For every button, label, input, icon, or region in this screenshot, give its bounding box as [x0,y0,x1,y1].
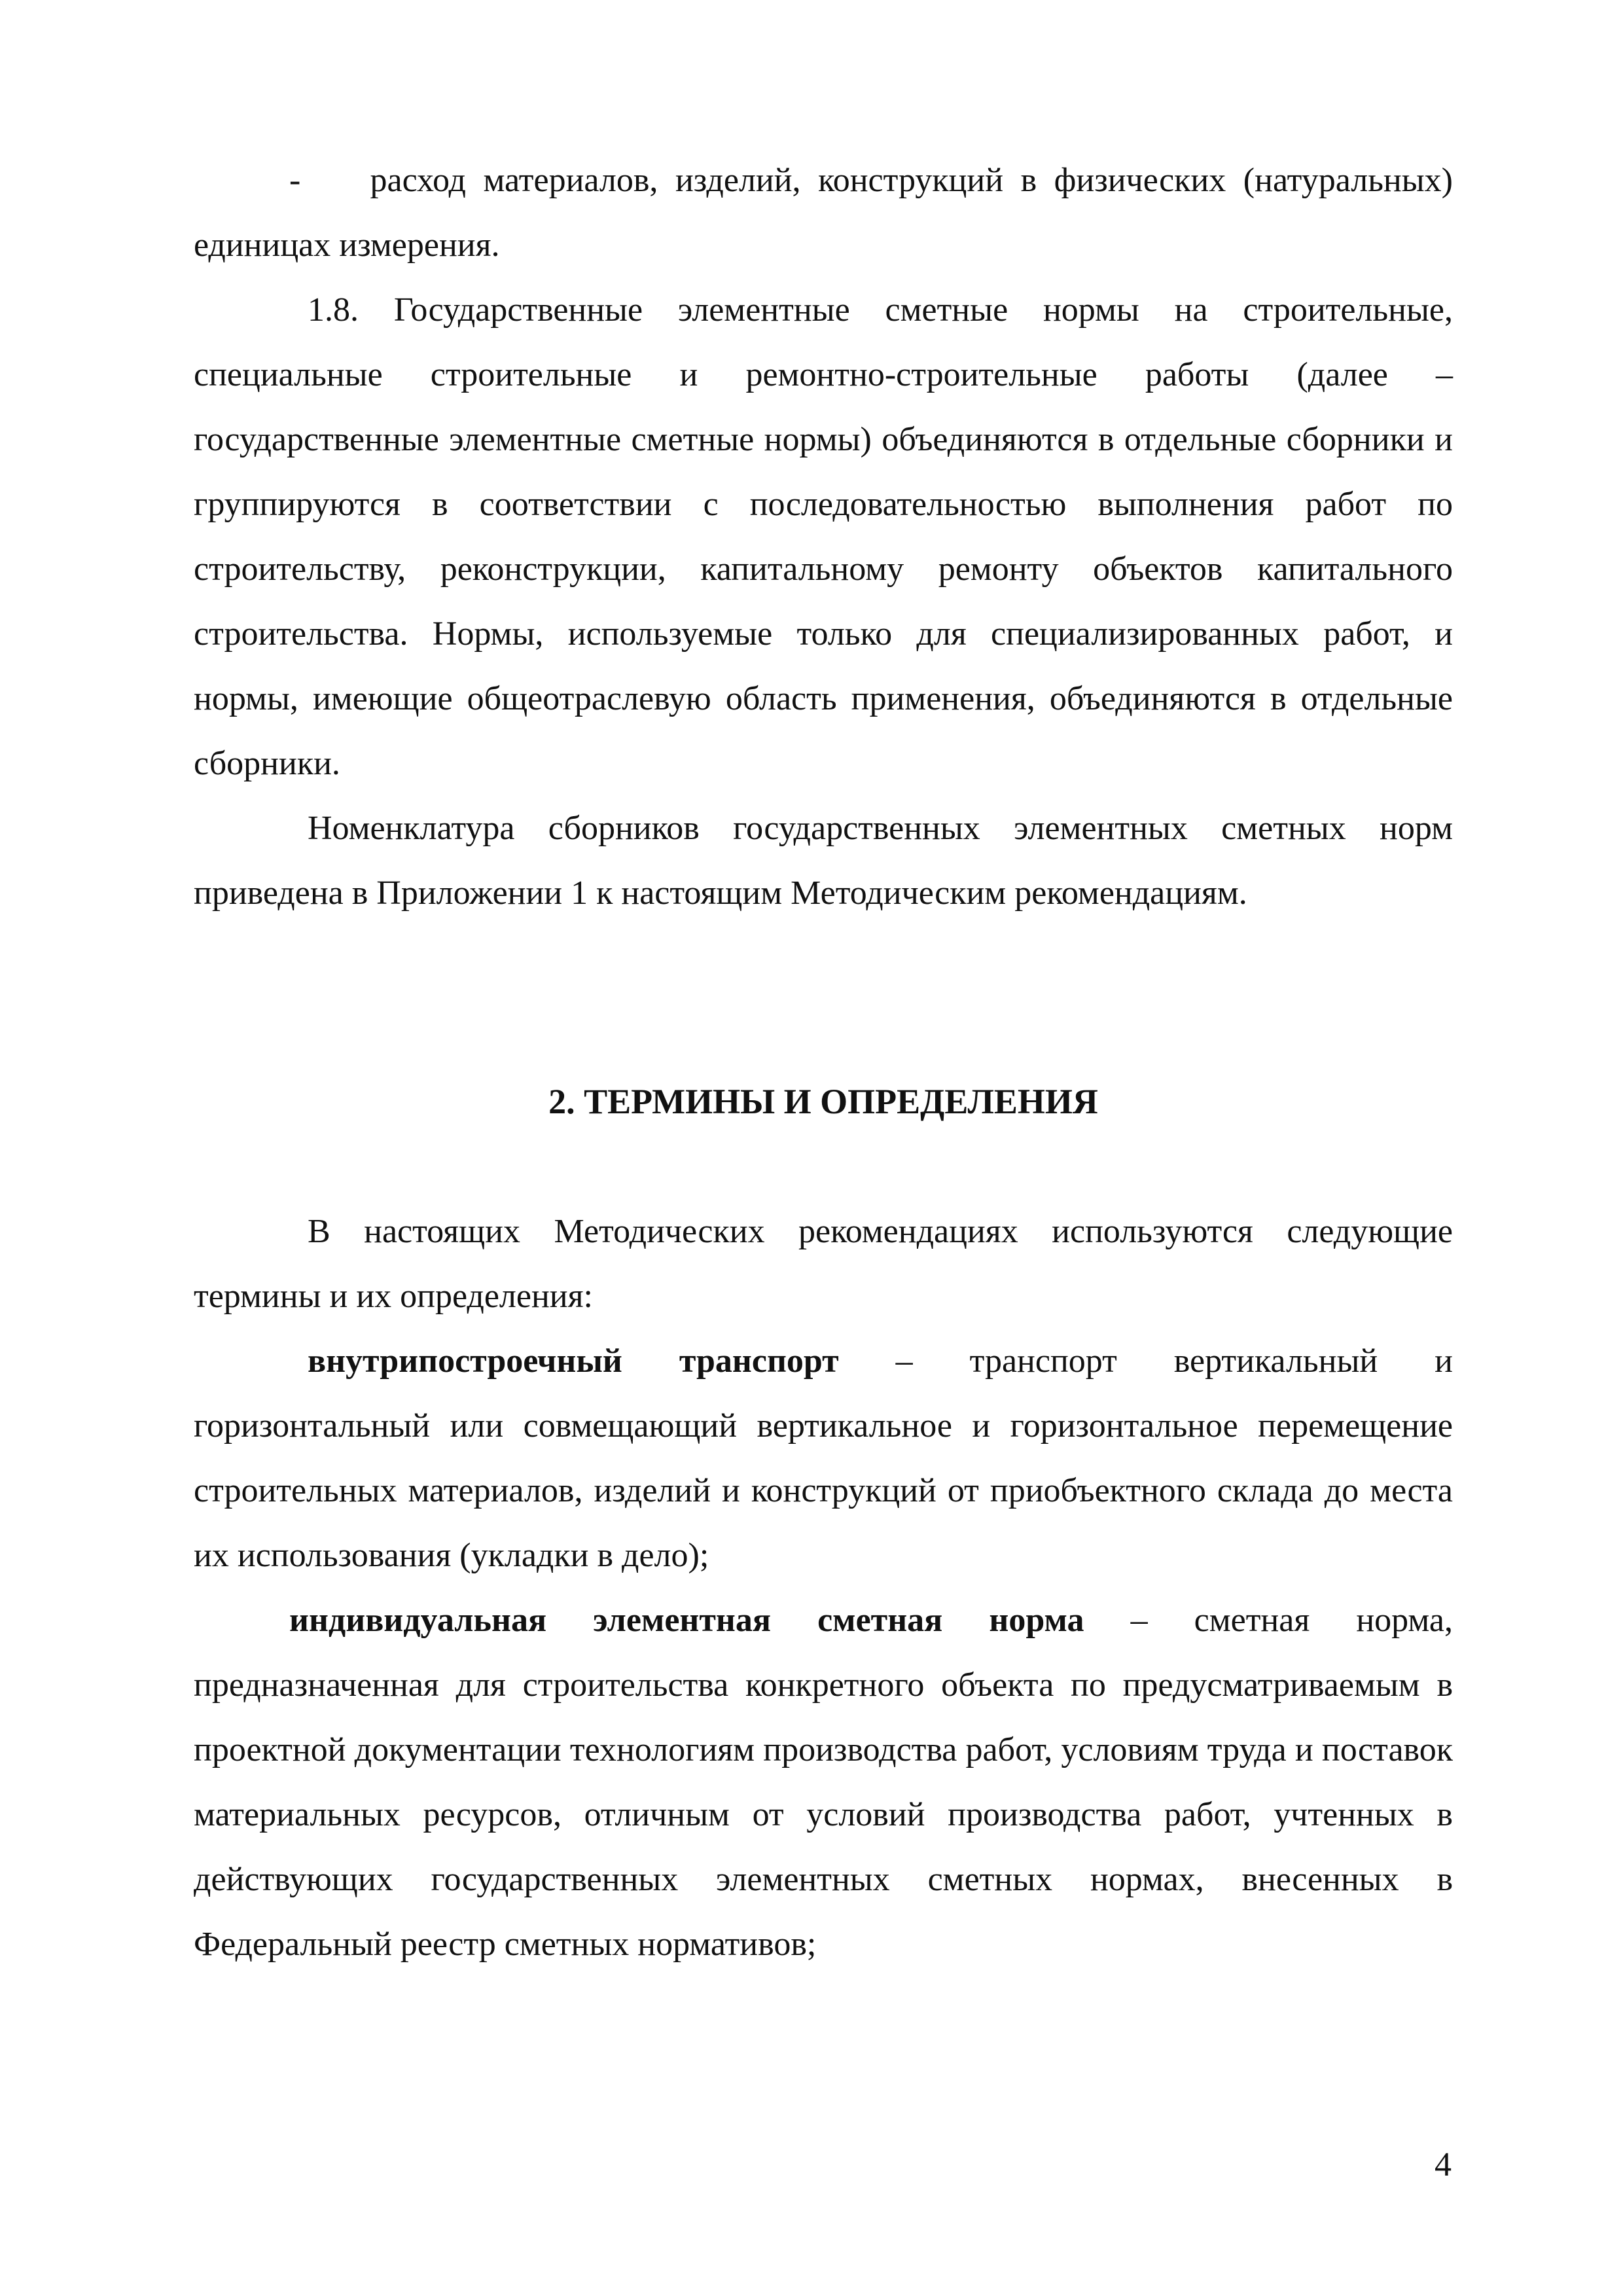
list-item-materials [194,148,1453,278]
terms-section [194,1199,1453,1977]
list-item-text: расход материалов, изделий, конструкций в физических (натуральных) единицах измерения. [194,162,1453,264]
term-intra-site-transport [194,1329,1453,1588]
paragraph-nomenclature: Номенклатура сборников государственных элементных сметных норм приведена в Приложении 1 к настоящим Методическим рекомендациям. [194,810,1453,912]
term-definition: – сметная норма, предназначенная для строительства конкретного объекта по предусматриваемым в проектной документации технологиям производства работ, условиям труда и поставок материальных ресурсов, отличным от условий производства работ, учтенных в действующих государственных элементных сметных нормах, внесенных в Федеральный реестр сметных нормативов; [194,1602,1453,1963]
terms-intro: В настоящих Методических рекомендациях используются следующие термины и их определения: [194,1213,1453,1315]
top-section [194,148,1453,925]
term-individual-norm [194,1588,1453,1977]
paragraph-1-8: 1.8. Государственные элементные сметные нормы на строительные, специальные строительные и ремонтно-строительные работы (далее – государственные элементные сметные нормы) объединяются в отдельные сборники и группируются в соответствии с последовательностью выполнения работ по строительству, реконструкции, капитальному ремонту объектов капитального строительства. Нормы, используемые только для специализированных работ, и нормы, имеющие общеотраслевую область применения, объединяются в отдельные сборники. [194,291,1453,782]
term-definition: – транспорт вертикальный и горизонтальный или совмещающий вертикальное и горизонтальное перемещение строительных материалов, изделий и конструкций от приобъектного склада до места их использования (укладки в дело); [194,1342,1454,1574]
term-title: внутрипостроечный транспорт [308,1342,839,1380]
list-dash: - [289,162,301,199]
term-title: индивидуальная элементная сметная норма [289,1602,1084,1639]
page-number: 4 [1435,2146,1452,2183]
section-heading: 2. ТЕРМИНЫ И ОПРЕДЕЛЕНИЯ [548,1082,1098,1121]
